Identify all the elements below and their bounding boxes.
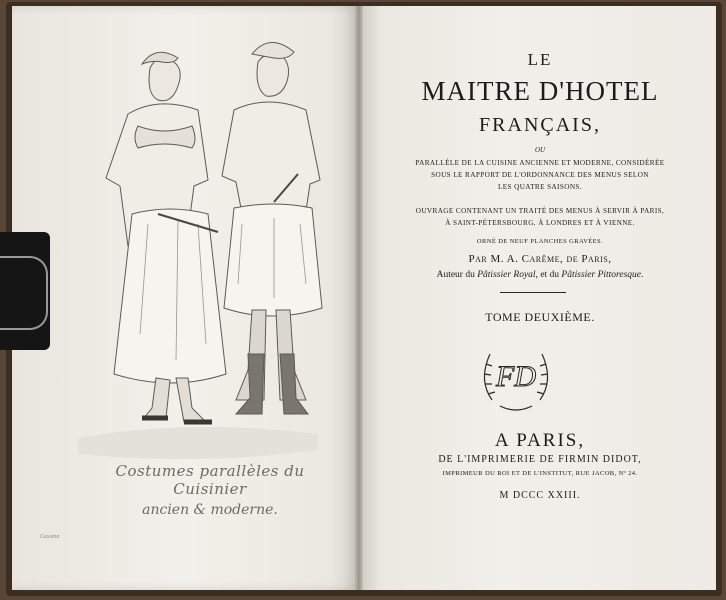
publication-city: A PARIS, xyxy=(494,430,586,451)
volume-label: TOME DEUXIÈME. xyxy=(485,310,595,324)
title-conjunction: OU xyxy=(534,146,546,154)
credits-prefix: Auteur du xyxy=(436,270,475,280)
subtitle-line1: PARALLÈLE DE LA CUISINE ANCIENNE ET MODERNE, CONSIDÉRÉE xyxy=(415,159,665,167)
author-line: Par M. A. Carême, de Paris, xyxy=(468,253,612,265)
publication-year: M DCCC XXIII. xyxy=(499,490,581,501)
printer-address: IMPRIMEUR DU ROI ET DE L'INSTITUT, RUE JACOB, Nº 24. xyxy=(442,470,638,477)
book-gutter xyxy=(355,6,363,590)
title-line3: FRANÇAIS, xyxy=(479,114,601,136)
plate-caption-line2: ancien & moderne. xyxy=(142,502,278,518)
credits-book2: Pâtissier Pittoresque xyxy=(561,270,642,280)
work-line1: OUVRAGE CONTENANT UN TRAITÉ DES MENUS À SERVIR À PARIS, xyxy=(415,207,665,215)
cook-right-figure xyxy=(222,42,322,414)
author-credits xyxy=(372,270,708,280)
plate-caption xyxy=(80,462,340,518)
plate-engraver-mark: Cassina xyxy=(40,534,60,540)
binder-clip-wire xyxy=(0,256,48,330)
cook-left-figure xyxy=(106,52,226,422)
subtitle-line3: LES QUATRE SAISONS. xyxy=(497,183,583,191)
credits-book1: Pâtissier Royal xyxy=(477,270,536,280)
monogram-letters: FD xyxy=(496,360,536,393)
credits-mid: , et du xyxy=(535,270,560,280)
plate-caption-line1: Costumes parallèles du Cuisinier xyxy=(115,462,305,498)
work-line2: À SAINT-PÉTERSBOURG, À LONDRES ET À VIENNE. xyxy=(445,219,635,227)
work-description xyxy=(372,205,708,229)
monogram-vignette xyxy=(474,334,558,418)
printer-name: DE L'IMPRIMERIE DE FIRMIN DIDOT, xyxy=(438,454,642,465)
title-article: LE xyxy=(527,50,553,69)
title-rule xyxy=(500,292,566,293)
subtitle-block xyxy=(372,157,708,193)
plates-note: ORNÉ DE NEUF PLANCHES GRAVÉES. xyxy=(476,238,604,245)
subtitle-line2: SOUS LE RAPPORT DE L'ORDONNANCE DES MENUS SELON xyxy=(431,171,649,179)
main-title: MAITRE D'HOTEL xyxy=(421,76,659,106)
credits-suffix: . xyxy=(641,270,644,280)
